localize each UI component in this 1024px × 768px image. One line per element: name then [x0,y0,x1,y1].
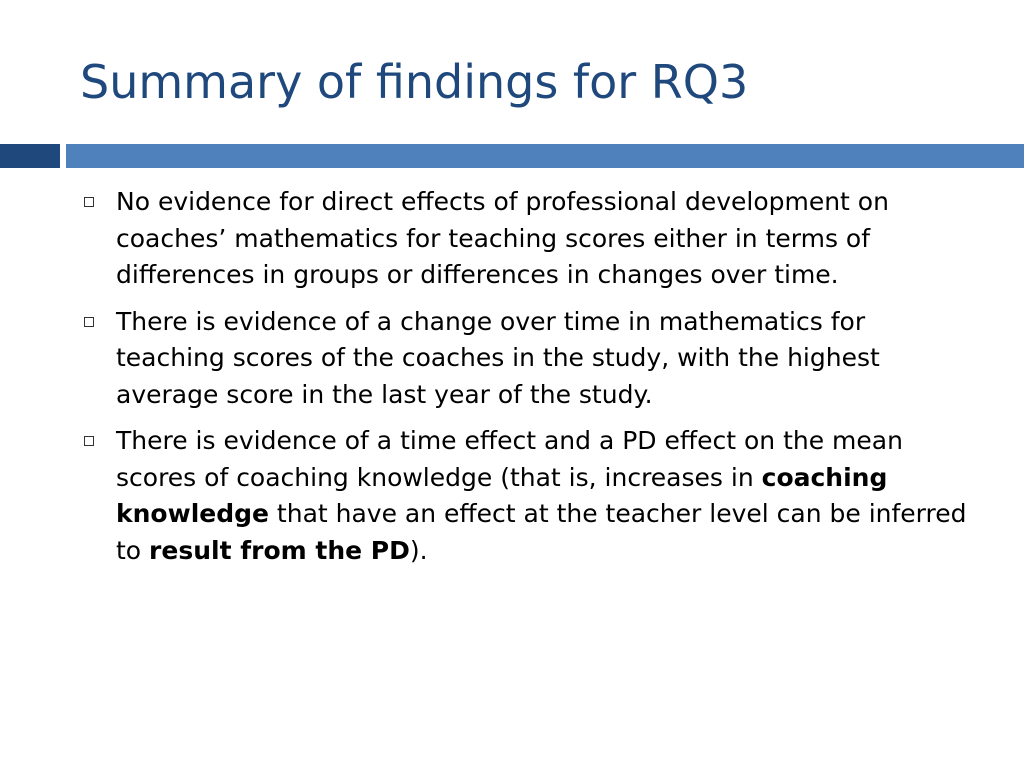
text-segment: No evidence for direct effects of professional development on coaches’ mathematics for teaching scores either in terms of differences in groups or differences in changes over time. [116,187,889,289]
text-segment: ). [409,535,428,565]
bold-text-segment: result from the PD [149,535,410,565]
slide-title: Summary of findings for RQ3 [80,55,749,109]
bullet-text [116,426,967,565]
bullet-list [80,184,970,579]
bullet-item-3 [80,423,970,569]
text-segment: There is evidence of a time effect and a PD effect on the mean scores of coaching knowledge (that is, increases in [116,426,903,492]
bullet-text [116,187,889,289]
text-segment: There is evidence of a change over time in mathematics for teaching scores of the coaches in the study, with the highest average score in the last year of the study. [116,306,880,409]
title-divider-light-segment [66,144,1024,168]
text-segment: that have an effect at the teacher level can be inferred to [116,499,967,565]
bold-text-segment: coaching knowledge [116,462,888,528]
bullet-item-2 [80,304,970,414]
bullet-item-1 [80,184,970,294]
square-bullet-icon [84,436,94,446]
square-bullet-icon [84,197,94,207]
title-divider-dark-segment [0,144,60,168]
square-bullet-icon [84,317,94,327]
bullet-text [116,307,880,409]
